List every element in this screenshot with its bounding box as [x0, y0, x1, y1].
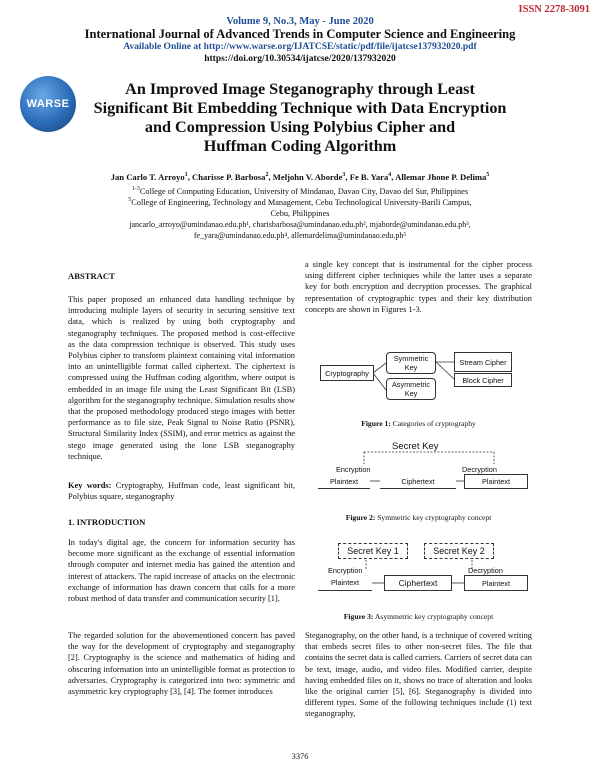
decryption-label: Decryption [468, 566, 503, 575]
email-line[interactable]: fe_yara@umindanao.edu.ph⁴, allemardelima@umindanao.edu.ph⁵ [193, 231, 407, 240]
figure-2-caption: Figure 2: Symmetric key cryptography concept [345, 513, 492, 522]
author-sup: 1 [184, 172, 188, 179]
page-number: 3376 [291, 752, 309, 761]
ciphertext-box: Ciphertext [380, 474, 456, 489]
affiliation-sup: 1-3 [131, 186, 140, 192]
figure-1-caption: Figure 1: Categories of cryptography [361, 419, 476, 428]
stream-cipher-box: Stream Cipher [454, 352, 512, 372]
affiliation-2 [60, 195, 540, 219]
availability-link[interactable]: Available Online at http://www.warse.org/IJATCSE/static/pdf/file/ijatcse137932020.pdf [123, 42, 477, 52]
author-emails [70, 219, 530, 241]
right-paragraph-2: Steganography, on the other hand, is a technique of covered writing that embeds secret files to other non-secret files. The file that contains the secret data is called carriers. Carriers of secret data can be text, image, audio, and video files. Modified carrier, despite having embedded files on it, shows no trace of alteration and looks like the original carrier [5], [6]. Steganography is divided into different types. Some of the following techniques include (1) text steganography, [305, 631, 532, 719]
intro-paragraph-2: The regarded solution for the abovementioned concern has paved the way for the development of cryptography and steganography [2]. Cryptography is the science and mathematics of hiding and obscuring information into an unintelligible format as protection to adversaries. Cryptography is categorized into two: symmetric and asymmetric key cryptography [3], [4]. The former introduces [68, 631, 295, 697]
title-line: Huffman Coding Algorithm [203, 137, 397, 155]
author-sup: 5 [486, 172, 490, 179]
intro-paragraph-1: In today's digital age, the concern for information security has become more significant as the exchange of essential information through computer and internet media has gained the attention and interest of attackers. The rapid increase of attacks on the electronic exchange of information has drawn concern that calls for a more robust method of data transfer and communication security [1]. [68, 538, 295, 604]
doi-link[interactable]: https://doi.org/10.30534/ijatcse/2020/137932020 [204, 54, 396, 64]
affiliation-text: Cebu, Philippines [270, 208, 330, 218]
affiliation-text: College of Computing Education, University of Mindanao, Davao City, Davao del Sur, Philippines [139, 186, 469, 196]
asymmetric-key-box: Asymmetric Key [386, 378, 436, 400]
figure-3-caption: Figure 3: Asymmetric key cryptography concept [343, 612, 494, 621]
abstract-heading: ABSTRACT [68, 271, 115, 281]
author-name: Fe B. Yara [349, 172, 389, 182]
author-name: Charisse P. Barbosa [192, 172, 266, 182]
keywords-label: Key words: [68, 481, 112, 490]
encryption-label: Encryption [328, 566, 363, 575]
author-list: Jan Carlo T. Arroyo$^1$, Charisse P. Barbosa$^2$, Meljohn V. Aborde$^3$, Fe B. Yara$^4$, Allemar Jhone P. Delima$^5$ [110, 172, 490, 182]
affiliation-sup: 5 [128, 197, 132, 203]
decryption-label: Decryption [462, 465, 497, 474]
author-sup: 3 [342, 172, 346, 179]
warse-logo [20, 76, 76, 132]
figure-1-diagram [318, 352, 530, 414]
keywords [68, 480, 295, 502]
secret-key-label: Secret Key [392, 441, 439, 452]
plaintext-out-box: Plaintext [464, 575, 528, 591]
paper-title [80, 80, 520, 156]
figure-3-diagram [318, 540, 530, 602]
block-cipher-box: Block Cipher [454, 373, 512, 387]
plaintext-in-box: Plaintext [318, 575, 372, 591]
ciphertext-box: Ciphertext [384, 575, 452, 591]
right-paragraph-1: a single key concept that is instrumental for the cipher process using different cipher techniques while the latter uses a separate key for both encryption and decryption processes. The graphical representation of cryptographic types and their key distribution concepts are shown in Figures 1-3. [305, 260, 532, 314]
plaintext-in-box: Plaintext [318, 474, 370, 489]
encryption-label: Encryption [336, 465, 371, 474]
author-name: Meljohn V. Aborde [272, 172, 343, 182]
issn: ISSN 2278-3091 [518, 4, 590, 15]
warse-logo-text: WARSE [26, 98, 70, 110]
abstract-text: This paper proposed an enhanced data handling technique by introducing multiple layers of security in securing sensitive text data, which is realized by using both cryptography and steganography techniques. The proposed method is cost-effective as the data compression technique is observed. This study uses Polybius cipher to transform plaintext containing vital information into an unintelligible format called ciphertext. The ciphertext is compressed using the Huffman coding algorithm, where output is embedded in an image file using the Least Significant Bit (LSB) algorithm for the steganography technique. Simulation results show that the proposed methodology produced stego images with better performance as to file size, Peak Signal to Noise Ratio (PSNR), Structural Similarity Index (SSIM), and error metrics as against the stego image generated using the lone LSB steganography technique. [68, 295, 296, 461]
author-sup: 2 [265, 172, 269, 179]
title-line: and Compression Using Polybius Cipher and [144, 118, 456, 136]
journal-title: International Journal of Advanced Trends in Computer Science and Engineering [84, 27, 516, 41]
figure-2-diagram [318, 440, 530, 500]
title-line: Significant Bit Embedding Technique with Data Encryption [93, 99, 507, 117]
title-line: An Improved Image Steganography through Least [125, 80, 475, 98]
secret-key-2-box: Secret Key 2 [424, 543, 494, 559]
intro-heading: 1. INTRODUCTION [68, 517, 146, 527]
email-line[interactable]: jancarlo_arroyo@umindanao.edu.ph¹, charisbarbosa@umindanao.edu.ph², mjaborde@umindanao.edu.ph³, [129, 220, 471, 229]
author-name: Jan Carlo T. Arroyo [110, 172, 185, 182]
author-name: Allemar Jhone P. Delima [395, 172, 487, 182]
volume-info: Volume 9, No.3, May - June 2020 [226, 16, 374, 27]
affiliation-text: College of Engineering, Technology and Management, Cebu Technological University-Barili Campus, [131, 197, 472, 207]
cryptography-box: Cryptography [320, 365, 374, 381]
secret-key-1-box: Secret Key 1 [338, 543, 408, 559]
symmetric-key-box: Symmetric Key [386, 352, 436, 374]
plaintext-out-box: Plaintext [464, 474, 528, 489]
author-sup: 4 [388, 172, 392, 179]
keywords-text: Cryptography, Huffman code, least significant bit, Polybius square, steganography [68, 481, 296, 502]
